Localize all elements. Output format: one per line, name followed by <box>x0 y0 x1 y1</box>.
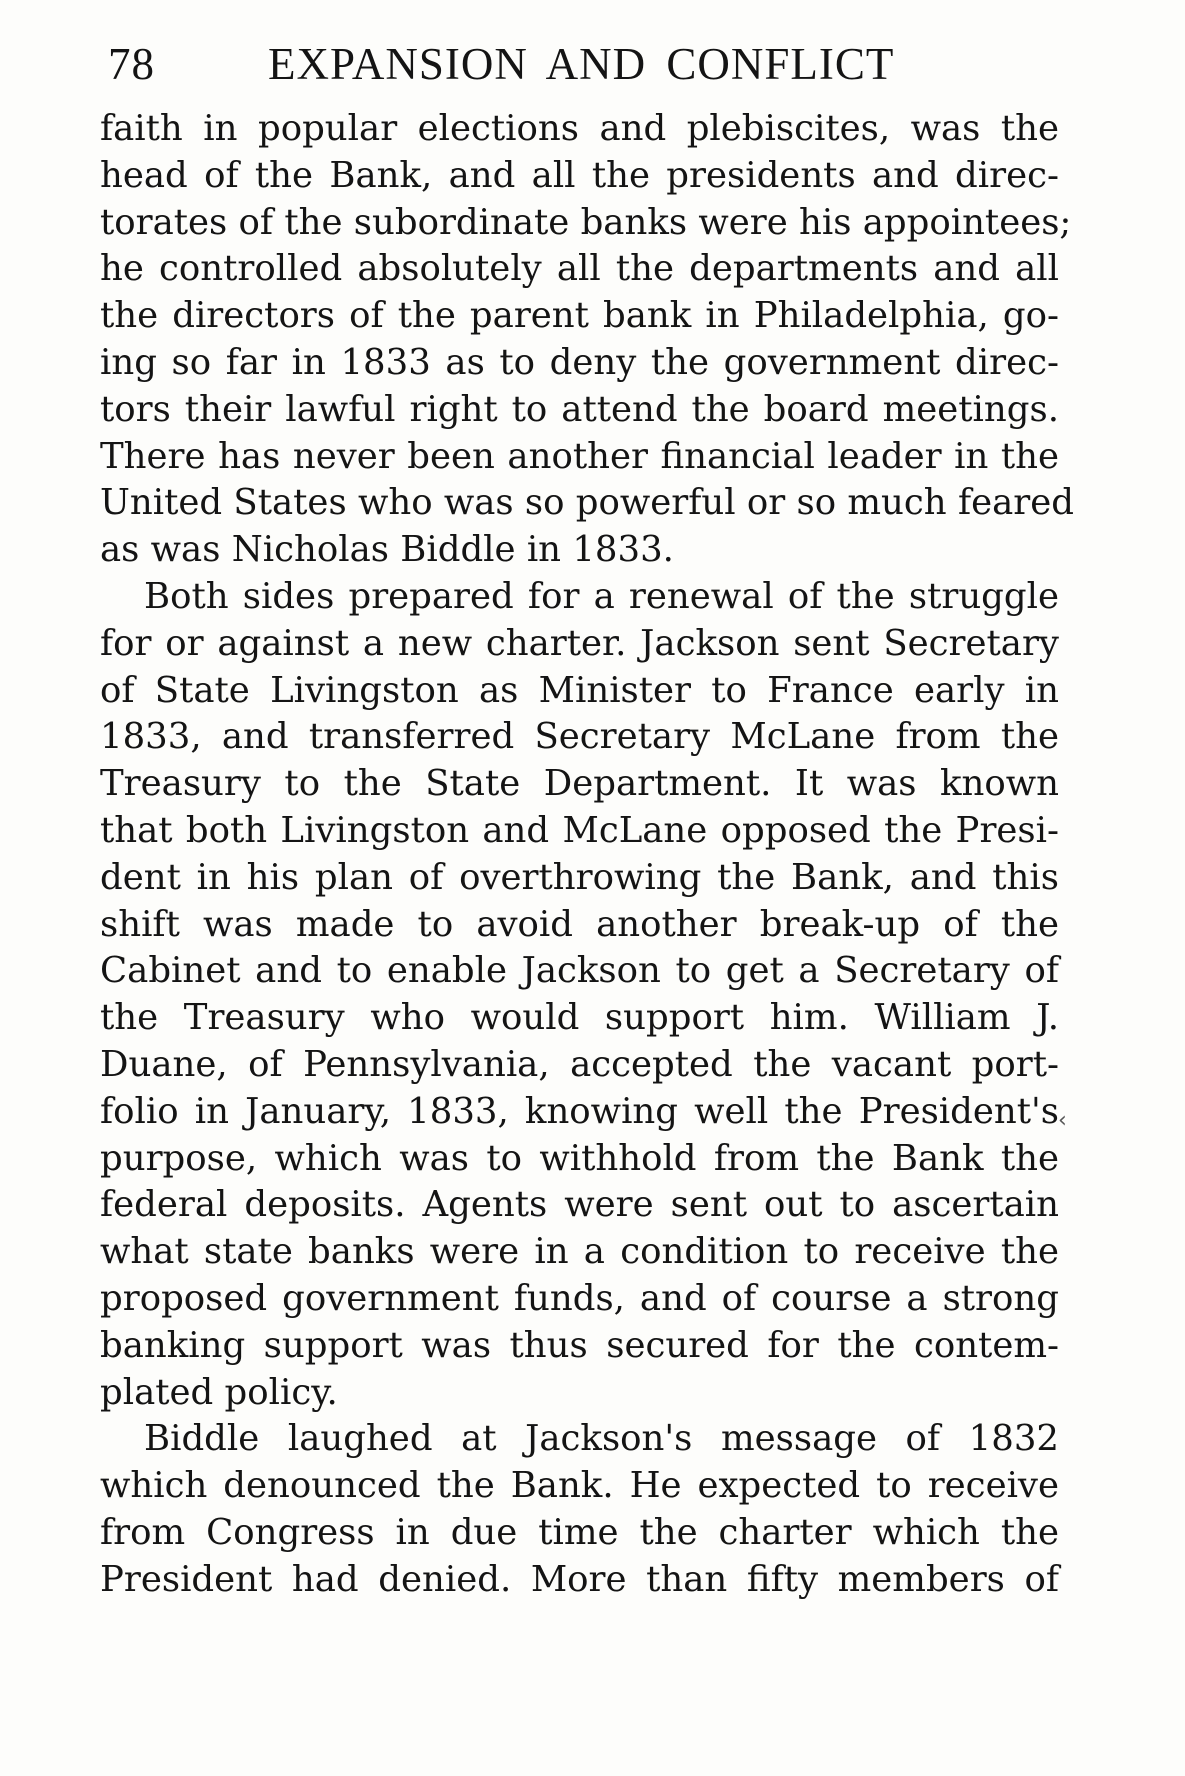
text-line: what state banks were in a condition to receive the <box>100 1231 1059 1273</box>
margin-mark: ‹ <box>1058 1108 1067 1133</box>
page-number: 78 <box>108 39 155 89</box>
text-line: he controlled absolutely all the departments and all <box>100 248 1059 290</box>
text-line: ing so far in 1833 as to deny the government direc- <box>100 341 1059 383</box>
text-line: proposed government funds, and of course a strong <box>100 1277 1059 1319</box>
text-line: banking support was thus secured for the contem- <box>100 1324 1059 1366</box>
text-line: federal deposits. Agents were sent out to ascertain <box>100 1184 1059 1226</box>
text-line: 1833, and transferred Secretary McLane from the <box>100 716 1059 758</box>
text-line: Duane, of Pennsylvania, accepted the vacant port- <box>100 1043 1059 1085</box>
text-line: the Treasury who would support him. William J. <box>100 997 1059 1039</box>
text-line: There has never been another financial leader in the <box>100 435 1059 477</box>
text-line: head of the Bank, and all the presidents and direc- <box>100 154 1059 196</box>
text-line: Treasury to the State Department. It was known <box>100 763 1059 805</box>
running-title: EXPANSION AND CONFLICT <box>268 39 895 89</box>
text-line: for or against a new charter. Jackson sent Secretary <box>100 622 1059 664</box>
text-line: the directors of the parent bank in Philadelphia, go- <box>100 295 1059 337</box>
text-line: folio in January, 1833, knowing well the President's <box>100 1090 1059 1132</box>
text-line: faith in popular elections and plebiscites, was the <box>100 108 1059 149</box>
running-head <box>108 34 1058 94</box>
text-line: plated policy. <box>100 1371 338 1413</box>
text-line: torates of the subordinate banks were his appointees; <box>100 201 1072 243</box>
text-line: from Congress in due time the charter which the <box>100 1511 1059 1553</box>
body-text <box>100 106 1165 1604</box>
text-line: of State Livingston as Minister to France early in <box>100 669 1059 711</box>
text-line: Both sides prepared for a renewal of the struggle <box>144 575 1059 617</box>
text-line: President had denied. More than fifty members of <box>100 1558 1059 1600</box>
text-line: purpose, which was to withhold from the Bank the <box>100 1137 1059 1179</box>
text-line: Biddle laughed at Jackson's message of 1832 <box>144 1418 1059 1460</box>
text-line: as was Nicholas Biddle in 1833. <box>100 529 674 571</box>
text-line: United States who was so powerful or so much feared <box>100 482 1074 524</box>
text-line: tors their lawful right to attend the board meetings. <box>100 388 1059 430</box>
text-line: Cabinet and to enable Jackson to get a Secretary of <box>100 950 1059 992</box>
text-line: shift was made to avoid another break-up of the <box>100 903 1059 945</box>
text-line: that both Livingston and McLane opposed the Presi- <box>100 809 1059 851</box>
text-line: dent in his plan of overthrowing the Bank, and this <box>100 856 1059 898</box>
text-line: which denounced the Bank. He expected to receive <box>100 1465 1059 1507</box>
